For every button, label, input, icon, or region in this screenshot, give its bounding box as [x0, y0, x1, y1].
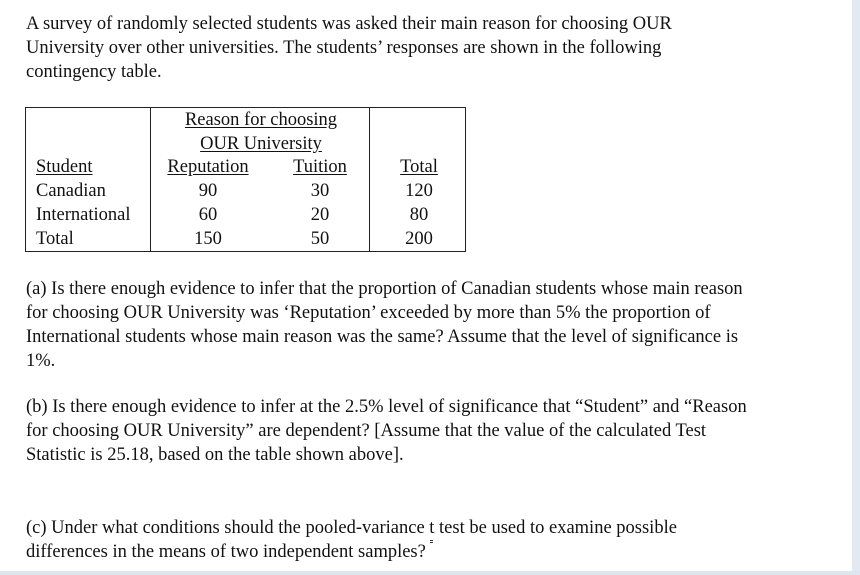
cell-total-total: 200	[405, 229, 433, 249]
group-header-line-1: Reason for choosing	[184, 110, 338, 130]
question-b-line: for choosing OUR University” are dependent? [Assume that the value of the calculated Test	[26, 421, 707, 441]
question-c-line	[26, 516, 677, 540]
question-a-line: International students whose main reason was the same? Assume that the level of significance is	[26, 327, 739, 347]
intro-line: A survey of randomly selected students was asked their main reason for choosing OUR	[26, 14, 672, 34]
intro-paragraph	[26, 12, 672, 84]
cell-canadian-tuition: 30	[310, 181, 330, 201]
row-label-total: Total	[36, 229, 74, 249]
question-b	[26, 395, 747, 467]
question-b-line: Statistic is 25.18, based on the table shown above].	[26, 445, 404, 465]
group-header-line-2: OUR University	[200, 134, 322, 154]
question-a	[26, 277, 743, 373]
page-bottom-edge	[0, 571, 860, 575]
cell-total-tuition: 50	[310, 229, 330, 249]
cell-international-tuition: 20	[310, 205, 330, 225]
row-label-international: International	[36, 205, 131, 225]
question-c-text-start: (c) Under what conditions should the pooled-variance	[26, 518, 430, 538]
intro-line: contingency table.	[26, 62, 162, 82]
row-header-label: Student	[36, 157, 93, 177]
cell-international-total: 80	[409, 205, 429, 225]
column-header-total: Total	[400, 157, 438, 177]
question-a-line: (a) Is there enough evidence to infer that the proportion of Canadian students whose main reason	[26, 279, 743, 299]
cell-international-reputation: 60	[198, 205, 218, 225]
cell-canadian-reputation: 90	[198, 181, 218, 201]
column-header-tuition: Tuition	[293, 157, 347, 177]
row-label-canadian: Canadian	[36, 181, 106, 201]
question-a-line: 1%.	[26, 351, 56, 371]
intro-line: University over other universities. The students’ responses are shown in the following	[26, 38, 662, 58]
scrollbar-track[interactable]	[852, 0, 860, 575]
question-c	[26, 516, 677, 564]
cell-total-reputation: 150	[194, 229, 222, 249]
question-a-line: for choosing OUR University was ‘Reputation’ exceeded by more than 5% the proportion of	[26, 303, 711, 323]
question-c-text-end: test be used to examine possible	[434, 518, 677, 538]
question-b-line: (b) Is there enough evidence to infer at the 2.5% level of significance that “Student” and “Reason	[26, 397, 747, 417]
cell-canadian-total: 120	[405, 181, 433, 201]
question-c-line: differences in the means of two independent samples?	[26, 542, 426, 562]
spellcheck-flagged-t: t	[429, 518, 435, 538]
column-header-reputation: Reputation	[167, 157, 249, 177]
